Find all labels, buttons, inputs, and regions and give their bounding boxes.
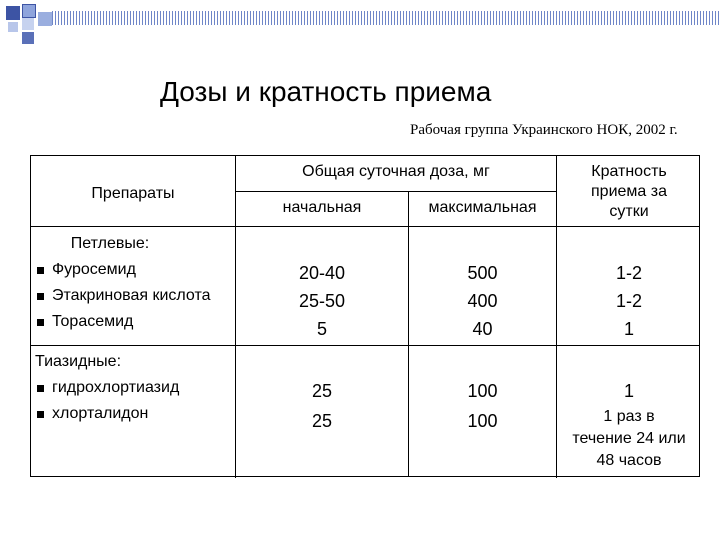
group-name: Петлевые: — [70, 235, 150, 252]
header-drugs: Препараты — [91, 185, 175, 202]
bullet-icon — [37, 385, 44, 392]
dose-table — [30, 155, 700, 477]
frequency-value: 1 — [623, 381, 634, 401]
header-daily-dose: Общая суточная доза, мг — [302, 163, 490, 180]
group-loop-initial — [236, 259, 408, 343]
group-thiazide-frequency — [557, 376, 701, 472]
drug-name: гидрохлортиазид — [52, 379, 180, 396]
dose-value: 25 — [311, 381, 333, 401]
group-thiazide-drugs — [35, 349, 235, 427]
drug-name: хлорталидон — [52, 405, 149, 422]
header-maximum: максимальная — [428, 199, 537, 216]
decor-square — [6, 6, 20, 20]
decor-square — [8, 22, 18, 32]
list-item — [35, 375, 235, 401]
frequency-value: 1-2 — [615, 291, 642, 311]
bullet-icon — [37, 293, 44, 300]
dose-value: 100 — [467, 381, 498, 401]
list-item — [35, 401, 235, 427]
dose-value: 25 — [311, 411, 333, 431]
group-loop-frequency — [557, 259, 701, 343]
bullet-icon — [37, 267, 44, 274]
dose-value: 5 — [316, 319, 327, 339]
frequency-value: 1 раз в — [603, 408, 655, 425]
header-frequency-line: сутки — [609, 203, 649, 220]
divider-groups — [31, 345, 699, 346]
drug-name: Этакриновая кислота — [52, 287, 211, 304]
group-name: Тиазидные: — [35, 353, 122, 370]
decor-square — [22, 4, 36, 18]
frequency-value: 1-2 — [615, 263, 642, 283]
group-loop-maximum — [409, 259, 556, 343]
frequency-value: 48 часов — [596, 452, 662, 469]
group-thiazide-maximum — [409, 376, 556, 436]
bullet-icon — [37, 319, 44, 326]
drug-name: Фуросемид — [52, 261, 136, 278]
header-frequency-line: приема за — [591, 183, 667, 200]
dose-value: 500 — [467, 263, 498, 283]
drug-name: Торасемид — [52, 313, 134, 330]
group-loop-drugs — [35, 231, 235, 335]
dose-value: 20-40 — [298, 263, 346, 283]
header-frequency-line: Кратность — [591, 163, 667, 180]
frequency-value: течение 24 или — [572, 430, 686, 447]
list-item — [35, 283, 235, 309]
divider-header — [31, 226, 699, 227]
slide-subtitle: Рабочая группа Украинского НОК, 2002 г. — [410, 122, 678, 138]
decor-square — [38, 12, 52, 26]
dose-value: 100 — [467, 411, 498, 431]
frequency-value: 1 — [623, 319, 634, 339]
dose-value: 25-50 — [298, 291, 346, 311]
header-initial: начальная — [282, 199, 362, 216]
decor-square — [22, 18, 34, 30]
slide-title: Дозы и кратность приема — [160, 76, 492, 107]
list-item — [35, 257, 235, 283]
list-item — [35, 309, 235, 335]
dose-value: 40 — [472, 319, 493, 339]
bullet-icon — [37, 411, 44, 418]
divider-dose-header — [236, 191, 556, 192]
decor-stripe — [52, 11, 720, 25]
decor-square — [22, 32, 34, 44]
group-thiazide-initial — [236, 376, 408, 436]
dose-value: 400 — [467, 291, 498, 311]
header-frequency — [557, 162, 701, 222]
